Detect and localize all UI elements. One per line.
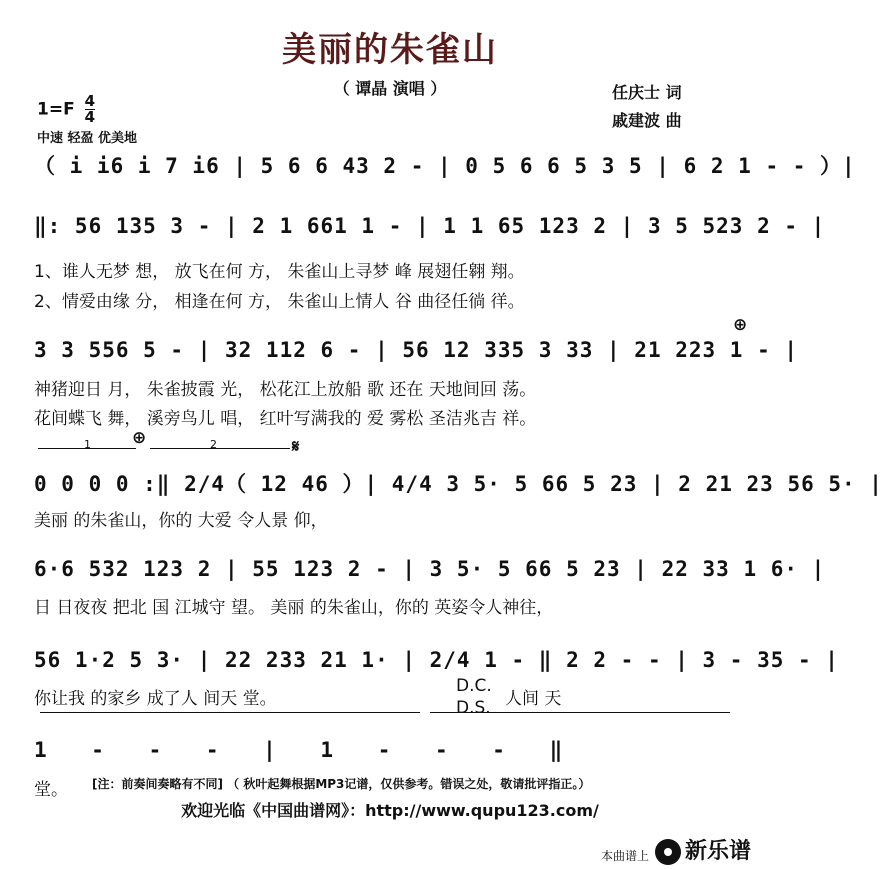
key-signature	[37, 94, 95, 125]
song-title: 美丽的朱雀山	[282, 30, 498, 70]
tempo-marking: 中速 轻盈 优美地	[37, 131, 138, 146]
score-footnote: [注：前奏间奏略有不同] （ 秋叶起舞根据MP3记谱，仅供参考。错误之处，敬请批评指正。）	[92, 777, 591, 791]
logo-text: 新乐谱	[685, 839, 752, 864]
lyric-line-6: 你让我 的家乡 成了人 间天 堂。	[34, 689, 277, 709]
score-line-7: 1 - - - | 1 - - - ‖	[34, 738, 564, 762]
tie-arc-right	[430, 712, 730, 713]
welcome-line: 欢迎光临《中国曲谱网》：http://www.qupu123.com/	[181, 801, 599, 820]
coda-sign-icon-2: ⊕	[132, 428, 147, 448]
lyric-line-2a: 1、谁人无梦 想， 放飞在何 方， 朱雀山上寻梦 峰 展翅任翱 翔。	[34, 262, 525, 282]
score-line-4: 0 0 0 0 :‖ 2/4（ 12 46 ）| 4/4 3 5· 5 66 5 23 | 2 21 23 56 5· |	[34, 472, 883, 496]
composer-credit: 戚建波 曲	[612, 111, 682, 130]
lyric-line-2b: 2、情爱由缘 分， 相逢在何 方， 朱雀山上情人 谷 曲径任徜 徉。	[34, 292, 525, 312]
time-signature-top: 4	[84, 92, 96, 110]
record-disc-icon	[655, 839, 681, 865]
score-line-6: 56 1·2 5 3· | 22 233 21 1· | 2/4 1 - ‖ 2 2 - - | 3 - 35 - |	[34, 648, 839, 672]
second-ending-bracket	[150, 448, 290, 449]
score-line-2: ‖: 56 135 3 - | 2 1 661 1 - | 1 1 65 123 2 | 3 5 523 2 - |	[34, 214, 826, 238]
score-line-1: （ i i6 i 7 i6 | 5 6 6 43 2 - | 0 5 6 6 5 3 5 | 6 2 1 - - ）|	[34, 154, 856, 178]
bottom-label: 本曲谱上	[601, 849, 650, 863]
lyric-line-4: 美丽 的朱雀山，你的 大爱 令人景 仰，	[34, 511, 328, 531]
key-label: 1=F	[37, 99, 75, 120]
first-ending-number: 1	[84, 438, 91, 451]
time-signature	[85, 94, 95, 125]
coda-sign-icon: ⊕	[733, 315, 748, 335]
lyric-line-3b: 花间蝶飞 舞， 溪旁鸟儿 唱， 红叶写满我的 爱 雾松 圣洁兆吉 祥。	[34, 409, 537, 429]
lyric-line-7: 堂。	[34, 780, 68, 800]
lyric-line-6-tail: 人间 天	[505, 689, 562, 709]
score-line-5: 6·6 532 123 2 | 55 123 2 - | 3 5· 5 66 5 23 | 22 33 1 6· |	[34, 557, 826, 581]
site-logo[interactable]	[655, 834, 751, 865]
lyric-line-3a: 神猪迎日 月， 朱雀披霞 光， 松花江上放船 歌 还在 天地间回 荡。	[34, 380, 537, 400]
second-ending-number: 2	[210, 438, 217, 451]
lyricist-credit: 任庆士 词	[612, 83, 682, 102]
dc-marking: D.C.	[456, 676, 492, 696]
segno-sign-icon: 𝄋	[292, 437, 300, 457]
tie-arc-left	[40, 712, 420, 713]
lyric-line-5: 日 日夜夜 把北 国 江城守 望。 美丽 的朱雀山，你的 英姿令人神往，	[34, 598, 554, 618]
singer-credit: （ 谭晶 演唱 ）	[333, 79, 447, 98]
ds-marking: D.S.	[456, 698, 491, 718]
score-line-3: 3 3 556 5 - | 32 112 6 - | 56 12 335 3 33 | 21 223 1 - |	[34, 338, 799, 362]
time-signature-bottom: 4	[84, 108, 96, 126]
